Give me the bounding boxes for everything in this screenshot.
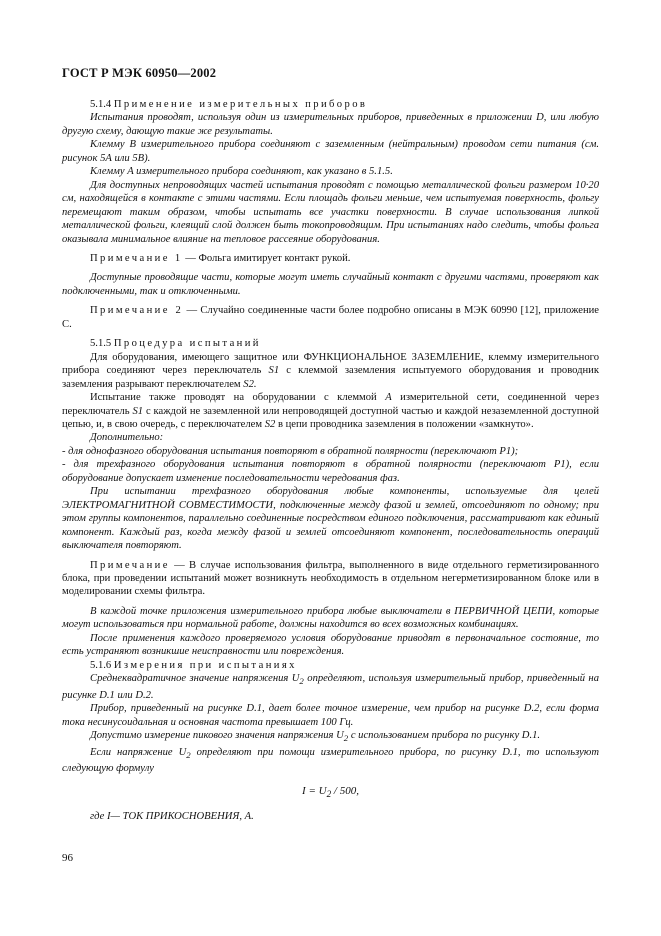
formula-text: I = U bbox=[302, 784, 327, 797]
document-body bbox=[62, 98, 599, 824]
text-run: Если напряжение U bbox=[90, 746, 187, 758]
subscript: 2 bbox=[326, 788, 332, 799]
subscript: 2 bbox=[343, 733, 349, 744]
note bbox=[62, 304, 599, 331]
text-run: Среднеквадратичное значение напряжения U bbox=[90, 673, 300, 685]
note bbox=[62, 252, 599, 265]
section-number: 5.1.5 bbox=[90, 338, 112, 350]
document-header: ГОСТ Р МЭК 60950—2002 bbox=[62, 66, 217, 80]
section-number: 5.1.6 bbox=[90, 659, 112, 671]
switch-label: S2. bbox=[243, 378, 257, 390]
section-5-1-4-heading bbox=[62, 98, 599, 111]
section-title: Измерения при испытаниях bbox=[113, 659, 297, 671]
paragraph bbox=[62, 391, 599, 431]
text-run: измерительной сети, соединенной через переключатель bbox=[62, 392, 600, 417]
note-text: — В случае использования фильтра, выполненного в виде отдельного герметизированного блока, при проведении испытаний может возникнуть необходимость в отдельном негерметизированном блоке или в моделировании схемы фильтра. bbox=[62, 559, 599, 598]
text-run: определяют при помощи измерительного прибора, по рисунку D.1, то используют следующую формулу bbox=[62, 746, 599, 775]
paragraph bbox=[62, 729, 599, 746]
switch-label: S2 bbox=[264, 418, 276, 430]
paragraph: После применения каждого проверяемого условия оборудование приводят в первоначальное состояние, то есть устраняют возникшие неисправности или повреждения. bbox=[62, 632, 599, 658]
paragraph: Клемму B измерительного прибора соединяют с заземленным (нейтральным) проводом сети питания (см. рисунок 5А или 5В). bbox=[62, 139, 599, 164]
section-title: Применение измерительных приборов bbox=[113, 99, 368, 110]
text-run: с каждой не заземленной или непроводящей доступной частью и каждой незаземленной доступной цепью, и, в свою очередь, с переключателем bbox=[62, 405, 599, 430]
terminal-label: A bbox=[385, 392, 392, 404]
note-label: Примечание bbox=[90, 559, 170, 571]
paragraph: Испытания проводят, используя один из измерительных приборов, приведенных в приложении D, или любую другую схему, дающую такие же результаты. bbox=[62, 112, 599, 137]
list-item: - для однофазного оборудования испытания повторяют в обратной полярности (переключают P1); bbox=[62, 445, 519, 457]
paragraph bbox=[62, 672, 599, 702]
page-number: 96 bbox=[62, 852, 73, 864]
paragraph: Доступные проводящие части, которые могут иметь случайный контакт с другими частями, проверяют как подключенными, так и отключенными. bbox=[62, 272, 599, 297]
text-run: в цепи проводника заземления в положении «замкнуто». bbox=[275, 418, 534, 430]
text-run: с использованием прибора по рисунку D.1. bbox=[348, 730, 541, 742]
text-run: с клеммой заземления испытуемого оборудования и проводник заземления разрывают переключателем bbox=[62, 365, 599, 390]
list-item: - для трехфазного оборудования испытания повторяют в обратной полярности (переключают P1), если оборудование допускает изменение последовательности чередования фаз. bbox=[62, 459, 599, 484]
section-5-1-6-heading bbox=[62, 659, 599, 672]
section-title: Процедура испытаний bbox=[113, 338, 261, 350]
switch-label: S1 bbox=[132, 405, 144, 417]
paragraph: Дополнительно: bbox=[90, 432, 164, 444]
text-run: Испытание также проводят на оборудовании с клеммой bbox=[90, 392, 386, 404]
text-run: Для оборудования, имеющего защитное или ФУНКЦИОНАЛЬНОЕ ЗАЗЕМЛЕНИЕ, клемму измерительного прибора соединяют через переключатель bbox=[62, 351, 599, 377]
note bbox=[62, 559, 599, 599]
subscript: 2 bbox=[186, 749, 191, 760]
paragraph: При испытании трехфазного оборудования любые компоненты, используемые для целей ЭЛЕКТРОМАГНИТНОЙ СОВМЕСТИМОСТИ, подключенные между фазой и землей, отсоединяют по одному; при этом группы компонентов, параллельно соединенные посредством единого подключения, рассматривают как единый компонент. Каждый раз, когда между фазой и землей отсоединяют компонент, последовательность операций выключателя повторяют. bbox=[62, 486, 599, 552]
paragraph: Прибор, приведенный на рисунке D.1, дает более точное измерение, чем прибор на рисунке D.2, если форма тока несинусоидальная и основная частота превышает 100 Гц. bbox=[62, 703, 599, 728]
formula-legend: где I— ТОК ПРИКОСНОВЕНИЯ, А. bbox=[90, 811, 254, 823]
formula bbox=[62, 785, 599, 802]
switch-label: S1 bbox=[268, 365, 280, 377]
formula-text: / 500, bbox=[331, 784, 359, 797]
section-number: 5.1.4 bbox=[90, 99, 112, 110]
note-label: Примечание 2 bbox=[90, 305, 184, 317]
paragraph bbox=[62, 351, 599, 391]
paragraph: Для доступных непроводящих частей испытания проводят с помощью металлической фольги размером 10·20 см, находящейся в контакте с этими частями. Если площадь фольги меньше, чем испытуемая поверхность, фольгу перемещают таким образом, чтобы испытать все участки поверхности. В случае использования липкой металлической фольги, клеящий слой должен быть токопроводящим. При испытаниях надо следить, чтобы фольга оказывала минимальное влияние на тепловое рассеяние оборудования. bbox=[62, 179, 599, 245]
note-text: — Случайно соединенные части более подробно описаны в МЭК 60990 [12], приложение С. bbox=[62, 305, 599, 330]
text-run: определяют, используя измерительный прибор, приведенный на рисунке D.1 или D.2. bbox=[62, 673, 599, 701]
paragraph bbox=[62, 746, 599, 776]
note-text: — Фольга имитирует контакт рукой. bbox=[182, 252, 351, 264]
note-label: Примечание 1 bbox=[90, 252, 183, 264]
text-run: Допустимо измерение пикового значения напряжения U bbox=[90, 730, 344, 742]
paragraph: В каждой точке приложения измерительного прибора любые выключатели в ПЕРВИЧНОЙ ЦЕПИ, которые могут использоваться при нормальной работе, должны находится во всех возможных комбинациях. bbox=[62, 605, 599, 631]
subscript: 2 bbox=[299, 676, 304, 687]
paragraph: Клемму A измерительного прибора соединяют, как указано в 5.1.5. bbox=[90, 166, 393, 178]
section-5-1-5-heading bbox=[62, 337, 599, 350]
